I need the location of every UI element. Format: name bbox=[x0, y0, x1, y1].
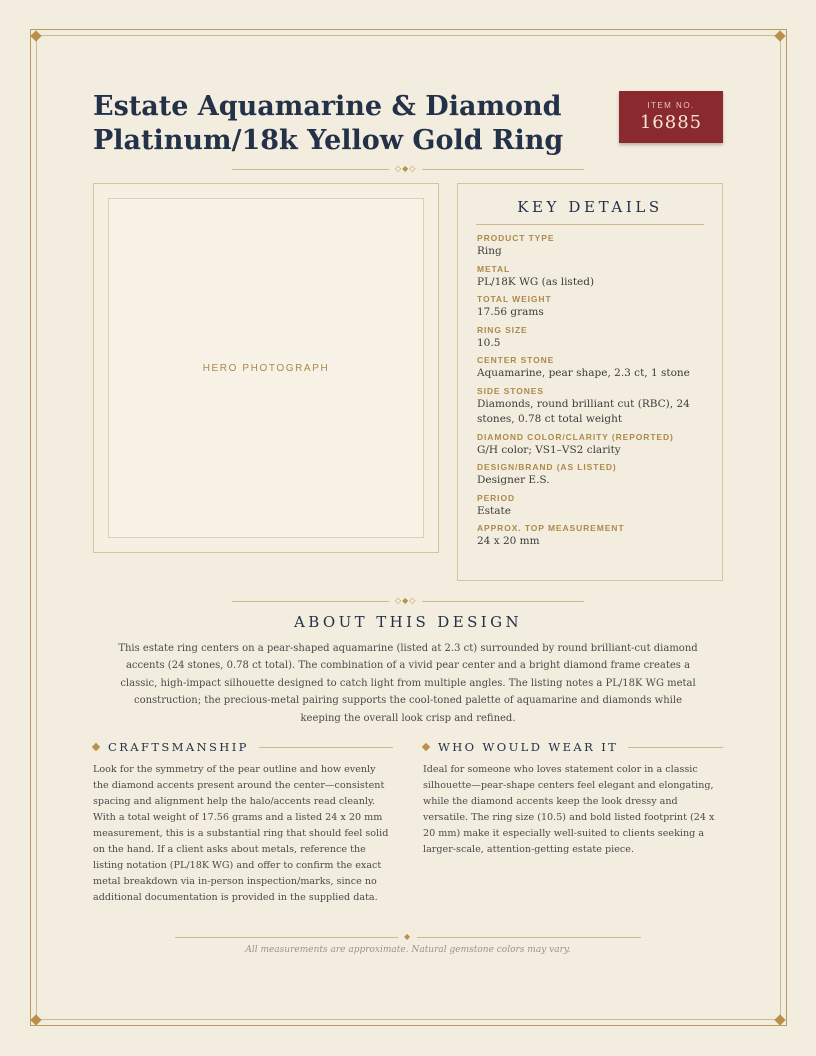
heading-rule bbox=[259, 747, 393, 748]
title-line-2: Platinum/18k Yellow Gold Ring bbox=[93, 125, 564, 156]
key-details-list bbox=[477, 233, 705, 554]
hero-photo-placeholder bbox=[108, 198, 424, 538]
diamond-bullet-icon bbox=[92, 743, 100, 751]
detail-center-stone bbox=[477, 355, 705, 382]
key-details-title: KEY DETAILS bbox=[517, 198, 663, 216]
detail-label: APPROX. TOP MEASUREMENT bbox=[477, 523, 625, 533]
detail-value: 24 x 20 mm bbox=[477, 535, 540, 547]
detail-value: Estate bbox=[477, 504, 511, 517]
detail-total-weight bbox=[477, 294, 705, 321]
item-number-value: 16885 bbox=[639, 112, 703, 133]
item-number-label: ITEM NO. bbox=[647, 101, 695, 110]
key-details-panel bbox=[457, 183, 723, 581]
page-title bbox=[93, 90, 573, 158]
key-details-rule bbox=[476, 224, 704, 225]
detail-value: Designer E.S. bbox=[477, 474, 550, 486]
craftsmanship-heading bbox=[93, 740, 393, 754]
detail-side-stones bbox=[477, 386, 705, 428]
detail-diamond-color-clarity bbox=[477, 432, 705, 459]
who-would-wear-heading bbox=[423, 740, 723, 754]
detail-value: PL/18K WG (as listed) bbox=[477, 275, 595, 288]
detail-value: Aquamarine, pear shape, 2.3 ct, 1 stone bbox=[477, 367, 690, 379]
heading-rule bbox=[628, 747, 723, 748]
detail-label: SIDE STONES bbox=[477, 385, 544, 396]
about-text: This estate ring centers on a pear-shaped aquamarine (listed at 2.3 ct) surrounded by round brilliant-cut diamond accents (24 stones, 0.78 ct total). The combination of a vivid pear center and a bright diamond frame creates a classic, high-impact silhouette designed to catch light from multiple angles. The listing notes a PL/18K WG metal construction; the precious-metal pairing supports the cool-toned palette of aquamarine and diamonds while keeping the overall look crisp and refined. bbox=[118, 643, 698, 724]
who-would-wear-text: Ideal for someone who loves statement color in a classic silhouette—pear-shape centers feel elegant and elongating, while the diamond accents keep the look dressy and versatile. The ring size (10.5) and bold listed footprint (24 x 20 mm) make it especially well-suited to clients seeking a larger-scale, attention-getting estate piece. bbox=[423, 764, 715, 855]
detail-label: DESIGN/BRAND (AS LISTED) bbox=[477, 462, 617, 472]
title-divider-ornament-icon: ◇◆◇ bbox=[389, 164, 422, 174]
hero-photo-label: HERO PHOTOGRAPH bbox=[202, 362, 330, 374]
hero-photo-frame bbox=[93, 183, 439, 553]
diamond-bullet-icon bbox=[422, 743, 430, 751]
craftsmanship-text: Look for the symmetry of the pear outline and how evenly the diamond accents present around the center—consistent spacing and alignment help the halo/accents read cleanly. With a total weight of 17.56 grams and a listed 24 x 20 mm measurement, this is a substantial ring that should feel solid on the hand. If a client asks about metals, reference the listing notation (PL/18K WG) and offer to confirm the exact metal breakdown via in-person inspection/marks, since no additional documentation is provided in the supplied data. bbox=[93, 764, 389, 903]
detail-value: Ring bbox=[477, 245, 502, 257]
detail-label: DIAMOND COLOR/CLARITY (REPORTED) bbox=[477, 431, 674, 442]
footer-note: All measurements are approximate. Natural gemstone colors may vary. bbox=[245, 945, 571, 955]
detail-value: Diamonds, round brilliant cut (RBC), 24 stones, 0.78 ct total weight bbox=[477, 397, 690, 425]
detail-metal bbox=[477, 264, 705, 291]
detail-label: CENTER STONE bbox=[477, 355, 555, 365]
about-title: ABOUT THIS DESIGN bbox=[294, 613, 522, 631]
detail-label: PRODUCT TYPE bbox=[477, 233, 555, 243]
detail-period bbox=[477, 493, 705, 520]
detail-value: G/H color; VS1–VS2 clarity bbox=[477, 443, 621, 456]
detail-product-type bbox=[477, 233, 705, 260]
detail-label: METAL bbox=[477, 263, 511, 274]
detail-label: TOTAL WEIGHT bbox=[477, 294, 552, 304]
item-number-badge bbox=[619, 91, 723, 143]
detail-top-measurement bbox=[477, 523, 705, 550]
detail-ring-size bbox=[477, 325, 705, 352]
craftsmanship-title: CRAFTSMANSHIP bbox=[108, 740, 249, 754]
title-line-1: Estate Aquamarine & Diamond bbox=[93, 91, 562, 122]
footer-divider-ornament-icon: ◆ bbox=[398, 932, 417, 942]
who-would-wear-title: WHO WOULD WEAR IT bbox=[438, 740, 619, 754]
detail-label: RING SIZE bbox=[477, 324, 528, 335]
about-divider-ornament-icon: ◇◆◇ bbox=[389, 596, 422, 606]
detail-design-brand bbox=[477, 462, 705, 489]
detail-value: 10.5 bbox=[477, 336, 501, 349]
detail-value: 17.56 grams bbox=[477, 306, 544, 318]
detail-label: PERIOD bbox=[477, 492, 515, 503]
